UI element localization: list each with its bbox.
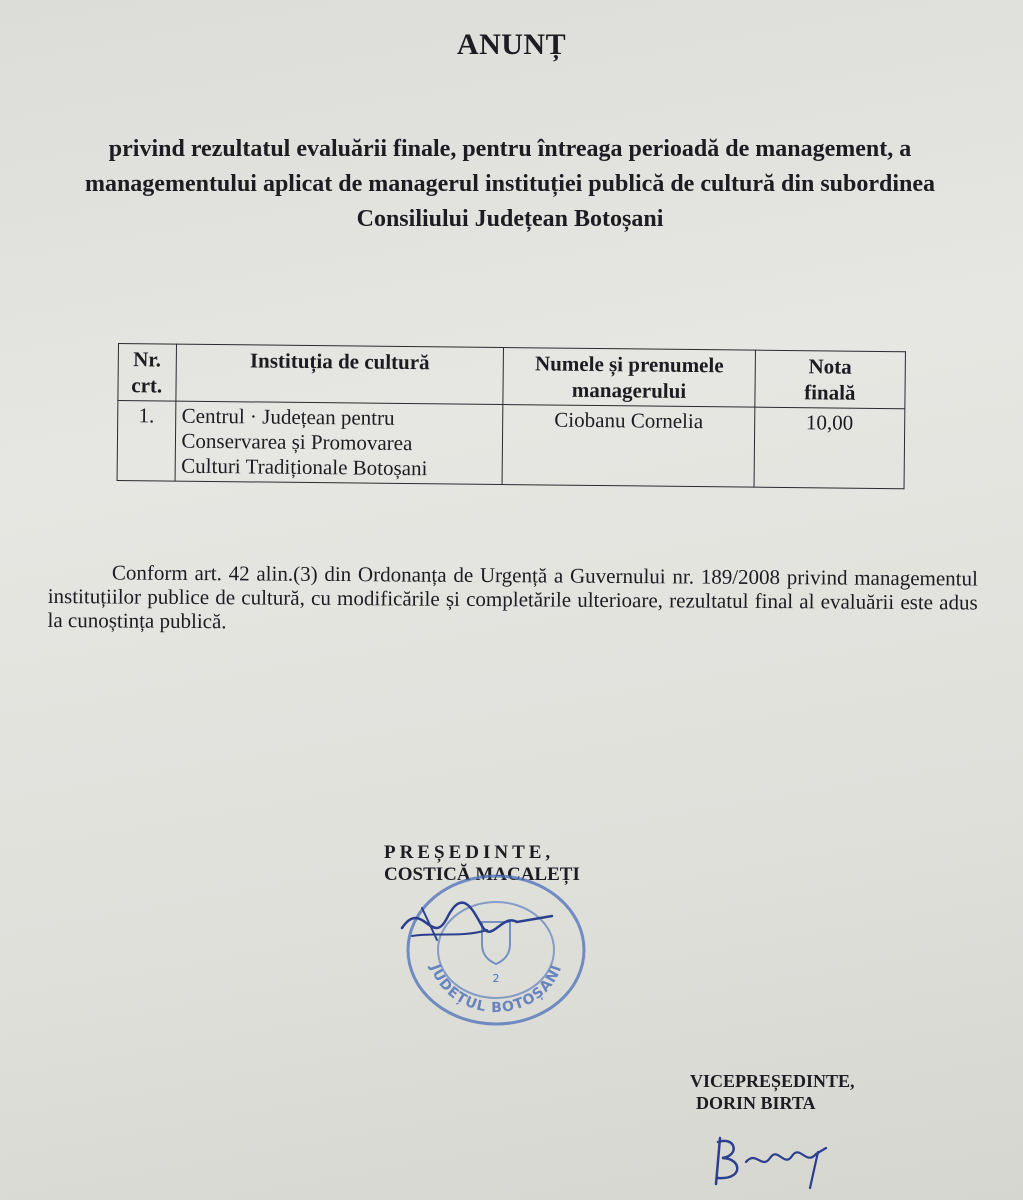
cell-institution	[175, 401, 504, 484]
header-grade-line2: finală	[804, 380, 856, 405]
body-paragraph	[47, 560, 977, 638]
vice-president-signature	[706, 1128, 846, 1192]
vice-president-block	[690, 1070, 855, 1114]
president-role: PREȘEDINTE,	[384, 842, 555, 863]
header-nr-line1: Nr.	[133, 347, 162, 372]
cell-grade: 10,00	[754, 407, 905, 489]
document-subtitle	[40, 132, 980, 237]
body-paragraph-text: Conform art. 42 alin.(3) din Ordonanța de Urgență a Guvernului nr. 189/2008 privind managementul instituțiilor publice de cultură, cu modificările și completările ulterioare, rezultatul final al evaluării este adus la cunoștința publică.	[47, 560, 978, 634]
results-table	[117, 343, 906, 489]
header-manager-line1: Numele și prenumele	[534, 351, 724, 378]
table-header-row	[118, 344, 906, 409]
header-manager-line2: managerului	[571, 377, 687, 403]
subtitle-line: privind rezultatul evaluării finale, pentru întreaga perioadă de management, a	[108, 136, 912, 162]
stamp-text: JUDEȚUL BOTOȘANI	[426, 962, 566, 1017]
president-signature	[392, 888, 562, 958]
header-nr	[118, 344, 176, 402]
svg-text:JUDEȚUL BOTOȘANI	[426, 961, 565, 1016]
header-grade-line1: Nota	[808, 354, 852, 379]
vice-president-name: DORIN BIRTA	[696, 1093, 816, 1113]
header-manager	[503, 348, 755, 408]
cell-nr: 1.	[117, 401, 175, 482]
president-name: COSTICĂ MACALEȚI	[384, 864, 580, 885]
vice-president-role: VICEPREȘEDINTE,	[690, 1071, 855, 1091]
table-row	[117, 401, 905, 489]
header-nr-line2: crt.	[131, 373, 163, 398]
document-title: ANUNȚ	[456, 28, 567, 61]
header-institution: Instituția de cultură	[175, 344, 503, 404]
subtitle-line: Consiliului Județean Botoșani	[356, 206, 664, 232]
institution-line: Conservarea și Promovarea	[181, 428, 413, 456]
stamp-number: 2	[492, 972, 500, 985]
subtitle-line: managementului aplicat de managerul instituției publică de cultură din subordinea	[84, 171, 936, 197]
institution-line: Culturi Tradiționale Botoșani	[181, 453, 428, 481]
header-grade	[755, 350, 906, 409]
institution-line: Centrul · Județean pentru	[181, 403, 395, 430]
cell-manager: Ciobanu Cornelia	[502, 405, 754, 488]
